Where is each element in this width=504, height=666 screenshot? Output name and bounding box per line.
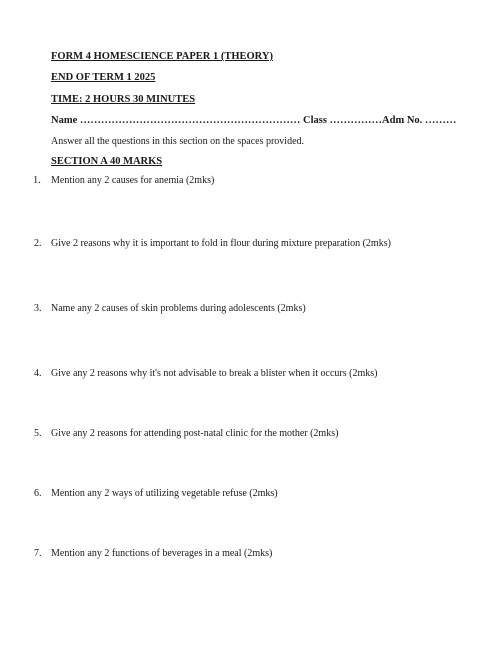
question-number: 3. bbox=[34, 303, 42, 314]
question-text: Mention any 2 ways of utilizing vegetable refuse (2mks) bbox=[51, 488, 278, 499]
question-number: 2. bbox=[34, 238, 42, 249]
question-number: 4. bbox=[34, 368, 42, 379]
question-text: Mention any 2 causes for anemia (2mks) bbox=[51, 175, 215, 186]
exam-term: END OF TERM 1 2025 bbox=[51, 72, 156, 83]
section-title: SECTION A 40 MARKS bbox=[51, 156, 163, 167]
question-text: Name any 2 causes of skin problems during adolescents (2mks) bbox=[51, 303, 306, 314]
exam-title: FORM 4 HOMESCIENCE PAPER 1 (THEORY) bbox=[51, 51, 273, 62]
question-text: Give any 2 reasons for attending post-natal clinic for the mother (2mks) bbox=[51, 428, 339, 439]
question-number: 1. bbox=[33, 175, 41, 186]
instructions-text: Answer all the questions in this section on the spaces provided. bbox=[51, 136, 305, 147]
student-details-line: Name ……………………………………………………… Class ……………Adm No. ……… bbox=[51, 115, 457, 126]
exam-time: TIME: 2 HOURS 30 MINUTES bbox=[51, 94, 196, 105]
question-text: Give any 2 reasons why it's not advisable to break a blister when it occurs (2mks) bbox=[51, 368, 378, 379]
question-number: 6. bbox=[34, 488, 42, 499]
question-text: Mention any 2 functions of beverages in a meal (2mks) bbox=[51, 548, 273, 559]
question-text: Give 2 reasons why it is important to fold in flour during mixture preparation (2mks) bbox=[51, 238, 391, 249]
question-number: 7. bbox=[34, 548, 42, 559]
question-number: 5. bbox=[34, 428, 42, 439]
